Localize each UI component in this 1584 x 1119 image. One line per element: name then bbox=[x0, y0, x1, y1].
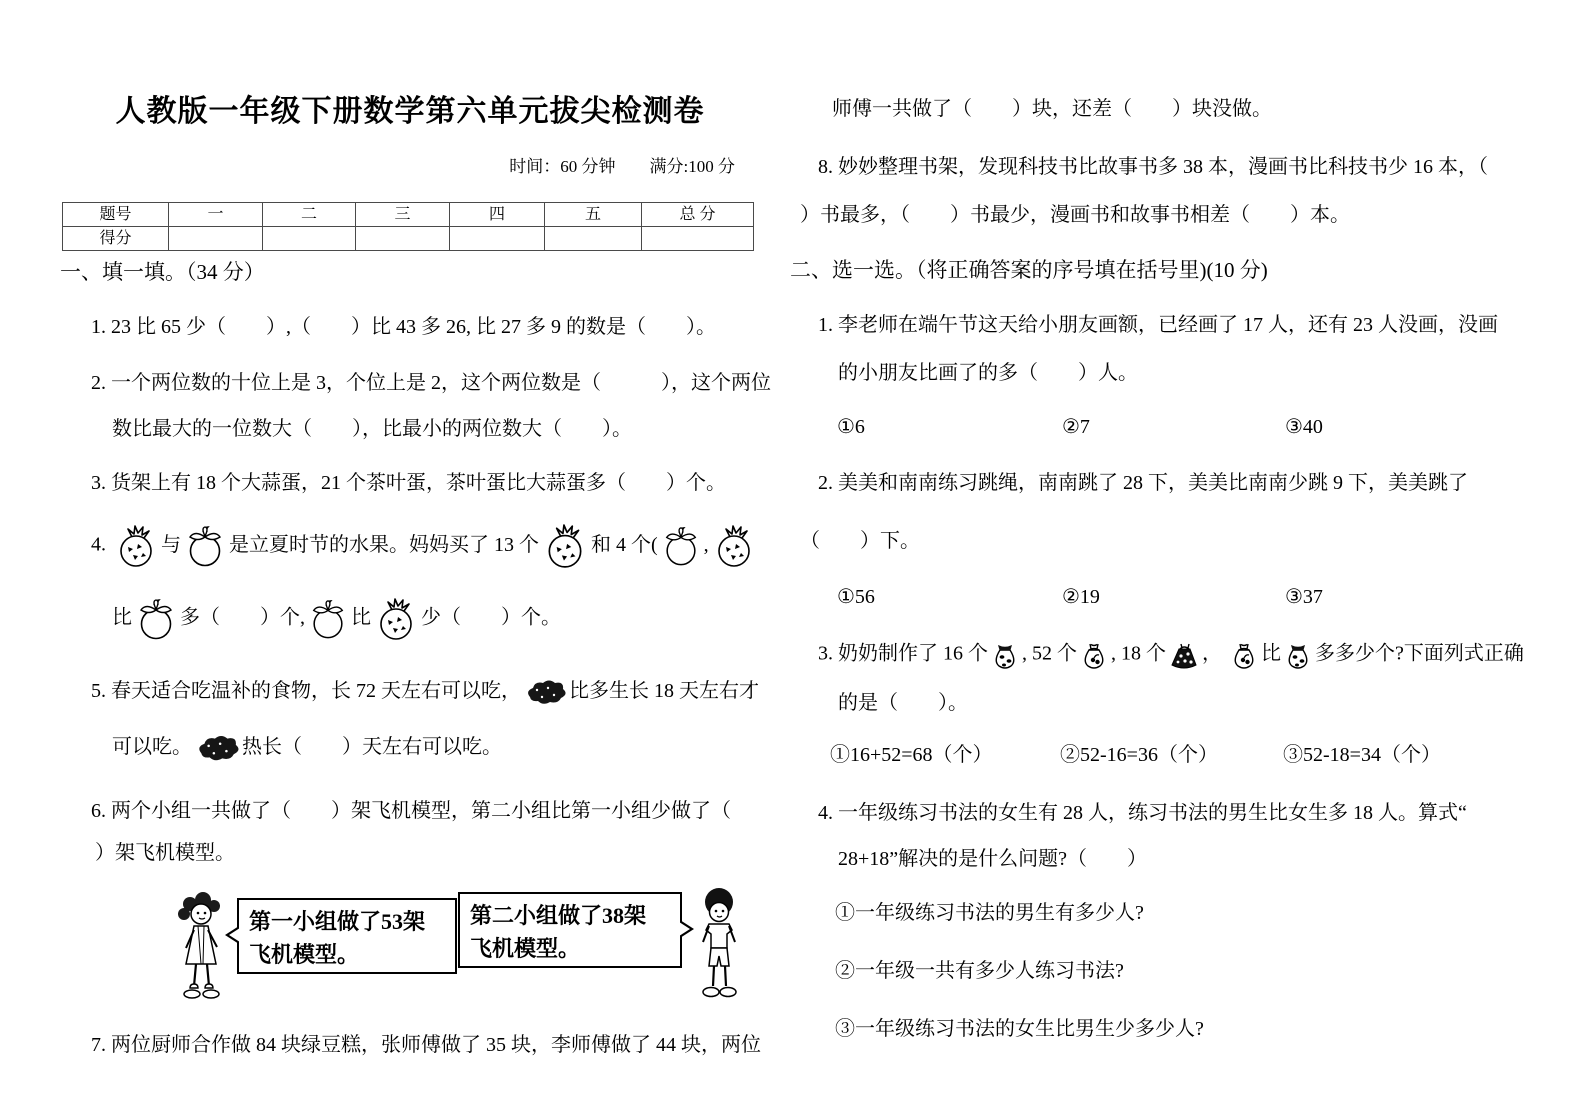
sachet-spotted-icon bbox=[1283, 640, 1313, 670]
choice3-option-2: ②52-16=36（个） bbox=[1060, 744, 1218, 766]
choice4-option-3: ③一年级练习书法的女生比男生少多少人? bbox=[835, 1018, 1204, 1040]
dragon-fruit-icon bbox=[373, 596, 419, 642]
choice3-option-1: ①16+52=68（个） bbox=[830, 744, 993, 766]
choice4-option-1: ①一年级练习书法的男生有多少人? bbox=[835, 902, 1144, 924]
mangosteen-icon bbox=[134, 596, 178, 642]
score-table-wrap bbox=[62, 202, 754, 251]
boy-illustration bbox=[688, 886, 750, 1014]
bubble2-line-1: 第二小组做了38架 bbox=[470, 903, 647, 928]
q6-line-2: ）架飞机模型。 bbox=[95, 842, 235, 864]
score-cell bbox=[545, 227, 642, 251]
section2-heading: 二、选一选。（将正确答案的序号填在括号里)(10 分) bbox=[790, 258, 1268, 282]
choice1-option-3: ③40 bbox=[1285, 416, 1323, 438]
choice2-line-2: （ ）下。 bbox=[800, 530, 920, 552]
q7-line: 7. 两位厨师合作做 84 块绿豆糕，张师傅做了 35 块，李师傅做了 44 块，两位 bbox=[91, 1034, 761, 1056]
q5-line-2: 可以吃。 热长（ ）天左右可以吃。 bbox=[112, 734, 502, 763]
score-cell bbox=[169, 227, 263, 251]
header-cell: 四 bbox=[450, 203, 545, 227]
bubble-tail bbox=[229, 926, 243, 944]
header-cell: 五 bbox=[545, 203, 642, 227]
q2-line-1: 2. 一个两位数的十位上是 3，个位上是 2，这个两位数是（ ），这个两位 bbox=[91, 372, 771, 394]
choice4-line-2: 28+18”解决的是什么问题?（ ） bbox=[838, 848, 1148, 870]
sachet-cherry-icon bbox=[1229, 640, 1259, 670]
choice3-option-3: ③52-18=34（个） bbox=[1283, 744, 1441, 766]
sachet-cherry-icon bbox=[1079, 640, 1109, 670]
q8-line-1: 8. 妙妙整理书架，发现科技书比故事书多 38 本，漫画书比科技书少 16 本，（ bbox=[818, 156, 1488, 178]
bubble1-line-2: 飞机模型。 bbox=[249, 942, 360, 967]
q5-line-1: 5. 春天适合吃温补的食物，长 72 天左右可以吃， 比多生长 18 天左右才 bbox=[91, 678, 759, 706]
dragon-fruit-icon bbox=[113, 523, 159, 569]
page-title: 人教版一年级下册数学第六单元拔尖检测卷 bbox=[115, 95, 705, 128]
choice4-option-2: ②一年级一共有多少人练习书法? bbox=[835, 960, 1124, 982]
q8-line-2: ）书最多，（ ）书最少，漫画书和故事书相差（ ）本。 bbox=[800, 204, 1350, 226]
q1-line: 1. 23 比 65 少（ ）,（ ）比 43 多 26, 比 27 多 9 的数是（ ）。 bbox=[91, 316, 716, 338]
choice2-line-1: 2. 美美和南南练习跳绳，南南跳了 28 下，美美比南南少跳 9 下，美美跳了 bbox=[818, 472, 1468, 494]
bubble2-line-2: 飞机模型。 bbox=[470, 936, 581, 961]
vegetable-bundle-icon bbox=[523, 679, 567, 706]
score-cell bbox=[263, 227, 356, 251]
choice2-option-3: ③37 bbox=[1285, 586, 1323, 608]
speech-bubble-group1 bbox=[237, 898, 457, 974]
choice4-line-1: 4. 一年级练习书法的女生有 28 人，练习书法的男生比女生多 18 人。算式“ bbox=[818, 802, 1467, 824]
sachet-spotted-icon bbox=[990, 640, 1020, 670]
choice3-line-1: 3. 奶奶制作了 16 个 , 52 个 , 18 个 ， 比 多多少个?下面列式正确 bbox=[818, 640, 1524, 670]
header-cell: 一 bbox=[169, 203, 263, 227]
header-cell: 三 bbox=[356, 203, 450, 227]
q6-line-1: 6. 两个小组一共做了（ ）架飞机模型，第二小组比第一小组少做了（ bbox=[91, 800, 731, 822]
q4-number: 4. bbox=[91, 533, 111, 556]
q4-line-1 bbox=[91, 522, 759, 570]
girl-illustration bbox=[170, 890, 232, 1014]
score-cell bbox=[450, 227, 545, 251]
choice3-line-2: 的是（ ）。 bbox=[838, 692, 968, 714]
choice1-line-2: 的小朋友比画了的多（ ）人。 bbox=[838, 362, 1138, 384]
score-table bbox=[62, 202, 754, 251]
q7-continuation-line: 师傅一共做了（ ）块，还差（ ）块没做。 bbox=[832, 98, 1272, 120]
header-cell: 题号 bbox=[63, 203, 169, 227]
mangosteen-icon bbox=[307, 597, 349, 641]
q4-line-1-content: 与 是立夏时节的水果。妈妈买了 13 个 和 4 个( , bbox=[111, 534, 759, 556]
header-cell: 总 分 bbox=[642, 203, 754, 227]
vegetable-bundle-icon bbox=[194, 734, 240, 763]
choice1-option-2: ②7 bbox=[1062, 416, 1090, 438]
score-table-header-row bbox=[63, 203, 754, 227]
dragon-fruit-icon bbox=[711, 523, 757, 569]
choice2-option-1: ①56 bbox=[837, 586, 875, 608]
choice1-line-1: 1. 李老师在端午节这天给小朋友画额，已经画了 17 人，还有 23 人没画，没画 bbox=[818, 314, 1498, 336]
q2-line-2: 数比最大的一位数大（ ），比最小的两位数大（ ）。 bbox=[112, 418, 632, 440]
score-cell bbox=[642, 227, 754, 251]
dragon-fruit-icon bbox=[541, 522, 589, 570]
section1-heading: 一、填一填。（34 分） bbox=[60, 260, 265, 284]
row-label-cell: 得分 bbox=[63, 227, 169, 251]
speech-bubble-group2 bbox=[458, 892, 682, 968]
choice1-option-1: ①6 bbox=[837, 416, 865, 438]
choice2-option-2: ②19 bbox=[1062, 586, 1100, 608]
q4-line-2: 比 多（ ）个, 比 少（ ）个。 bbox=[112, 596, 561, 642]
score-table-score-row bbox=[63, 227, 754, 251]
bubble1-line-1: 第一小组做了53架 bbox=[249, 909, 426, 934]
q3-line: 3. 货架上有 18 个大蒜蛋，21 个茶叶蛋，茶叶蛋比大蒜蛋多（ ）个。 bbox=[91, 472, 726, 494]
mangosteen-icon bbox=[183, 523, 227, 569]
score-cell bbox=[356, 227, 450, 251]
time-score-meta: 时间：60 分钟 满分:100 分 bbox=[509, 157, 735, 176]
mangosteen-icon bbox=[660, 524, 702, 568]
header-cell: 二 bbox=[263, 203, 356, 227]
sachet-dark-icon bbox=[1168, 640, 1200, 670]
